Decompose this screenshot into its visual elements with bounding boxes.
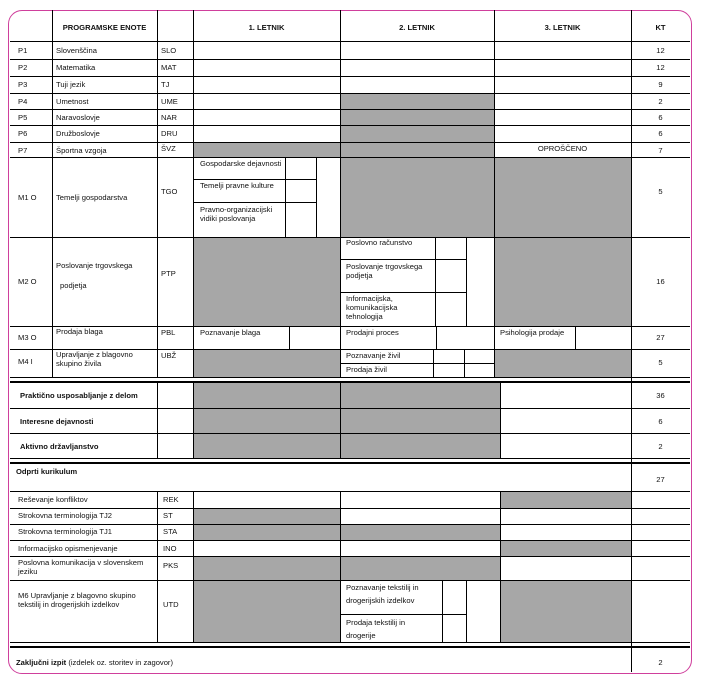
row-kt: 36 <box>656 391 665 400</box>
row-code: P1 <box>18 46 28 55</box>
unit-label: Poznavanje živil <box>346 351 401 360</box>
unit-label: Prodaja živil <box>346 365 387 374</box>
unit-label: Prodajni proces <box>346 328 399 337</box>
module-abbr: PTP <box>161 269 176 278</box>
row-abbr: UME <box>161 97 178 106</box>
module-code: M3 O <box>18 333 37 342</box>
module-kt: 27 <box>656 333 665 342</box>
row-name: Strokovna terminologija TJ2 <box>18 511 112 520</box>
unit-label: Poznavanje blaga <box>200 328 261 337</box>
header-kt: KT <box>655 23 666 32</box>
row-name: Praktično usposabljanje z delom <box>20 391 138 400</box>
module-code: M1 O <box>18 193 37 202</box>
row-kt: 6 <box>658 113 663 122</box>
module-m6-name: M6 Upravljanje z blagovno skupino tekstilij in drogerijskih izdelkov <box>18 591 136 609</box>
row-name: Umetnost <box>56 97 89 106</box>
final-exam-detail: (izdelek oz. storitev in zagovor) <box>66 658 173 667</box>
row-code: P4 <box>18 97 28 106</box>
row-name: Informacijsko opismenjevanje <box>18 544 118 553</box>
row-abbr: INO <box>163 544 177 553</box>
row-name: Slovenščina <box>56 46 97 55</box>
row-name: Interesne dejavnosti <box>20 417 94 426</box>
row-kt: 12 <box>656 63 665 72</box>
row-name: Reševanje konfliktov <box>18 495 88 504</box>
unit-label: Temelji pravne kulture <box>200 181 274 190</box>
row-abbr: SLO <box>161 46 177 55</box>
module-name-line1: Poslovanje trgovskega <box>56 261 133 270</box>
row-code: P5 <box>18 113 28 122</box>
row-code: P2 <box>18 63 28 72</box>
unit-label-line1: Poznavanje tekstilij in <box>346 583 419 592</box>
row-kt: 2 <box>658 97 663 106</box>
row-abbr: TJ <box>161 80 170 89</box>
row-kt: 6 <box>658 417 663 426</box>
row-name: Športna vzgoja <box>56 146 107 155</box>
row-name: Matematika <box>56 63 96 72</box>
unit-label-line2: drogerijskih izdelkov <box>346 596 415 605</box>
section-title: Odprti kurikulum <box>16 467 78 476</box>
header-year1: 1. LETNIK <box>248 23 285 32</box>
header-year2: 2. LETNIK <box>399 23 435 32</box>
row-abbr: NAR <box>161 113 178 122</box>
row-name: Tuji jezik <box>56 80 86 89</box>
row-name: Naravoslovje <box>56 113 100 122</box>
row-abbr: REK <box>163 495 179 504</box>
unit-label: Pravno-organizacijski vidiki poslovanja <box>200 205 273 223</box>
row-abbr: PKS <box>163 561 179 570</box>
module-name: Temelji gospodarstva <box>56 193 128 202</box>
module-code: M2 O <box>18 277 37 286</box>
module-name-line2: podjetja <box>60 281 87 290</box>
row-name: Družboslovje <box>56 129 100 138</box>
module-kt: 5 <box>658 358 663 367</box>
module-m6-abbr: UTD <box>163 600 179 609</box>
unit-label: Psihologija prodaje <box>500 328 565 337</box>
module-name: Upravljanje z blagovno skupino živila <box>56 350 133 368</box>
row-code: P6 <box>18 129 28 138</box>
unit-label: Gospodarske dejavnosti <box>200 159 282 168</box>
final-exam-kt: 2 <box>658 658 663 667</box>
row-code: P3 <box>18 80 28 89</box>
unit-label: Poslovanje trgovskega podjetja <box>346 262 423 280</box>
row-kt: 12 <box>656 46 665 55</box>
row-name: Aktivno državljanstvo <box>20 442 99 451</box>
section-kt: 27 <box>656 475 665 484</box>
header-subjects: PROGRAMSKE ENOTE <box>62 23 147 32</box>
module-name: Prodaja blaga <box>56 327 103 336</box>
row-kt: 9 <box>658 80 663 89</box>
header-year3: 3. LETNIK <box>544 23 581 32</box>
final-exam-title: Zaključni izpit <box>16 658 67 667</box>
row-abbr: STA <box>163 527 178 536</box>
row-kt: 7 <box>658 146 663 155</box>
unit-label: Informacijska, komunikacijska tehnologija <box>346 294 398 321</box>
row-abbr: DRU <box>161 129 178 138</box>
unit-label-line2: drogerije <box>346 631 376 640</box>
row-code: P7 <box>18 146 28 155</box>
row-abbr: ŠVZ <box>161 144 176 153</box>
module-kt: 5 <box>658 187 663 196</box>
module-code: M4 I <box>18 357 33 366</box>
row-name: Strokovna terminologija TJ1 <box>18 527 112 536</box>
exempt-note: OPROŠČENO <box>537 144 588 153</box>
module-abbr: UBŽ <box>161 351 177 360</box>
unit-label: Poslovno računstvo <box>346 238 413 247</box>
module-abbr: PBL <box>161 328 176 337</box>
row-kt: 6 <box>658 129 663 138</box>
row-name: Poslovna komunikacija v slovenskem jeziku <box>18 558 144 576</box>
module-abbr: TGO <box>161 187 178 196</box>
row-abbr: MAT <box>161 63 177 72</box>
unit-label-line1: Prodaja tekstilij in <box>346 618 406 627</box>
row-kt: 2 <box>658 442 663 451</box>
module-kt: 16 <box>656 277 665 286</box>
row-abbr: ST <box>163 511 173 520</box>
final-exam-label <box>16 658 173 667</box>
